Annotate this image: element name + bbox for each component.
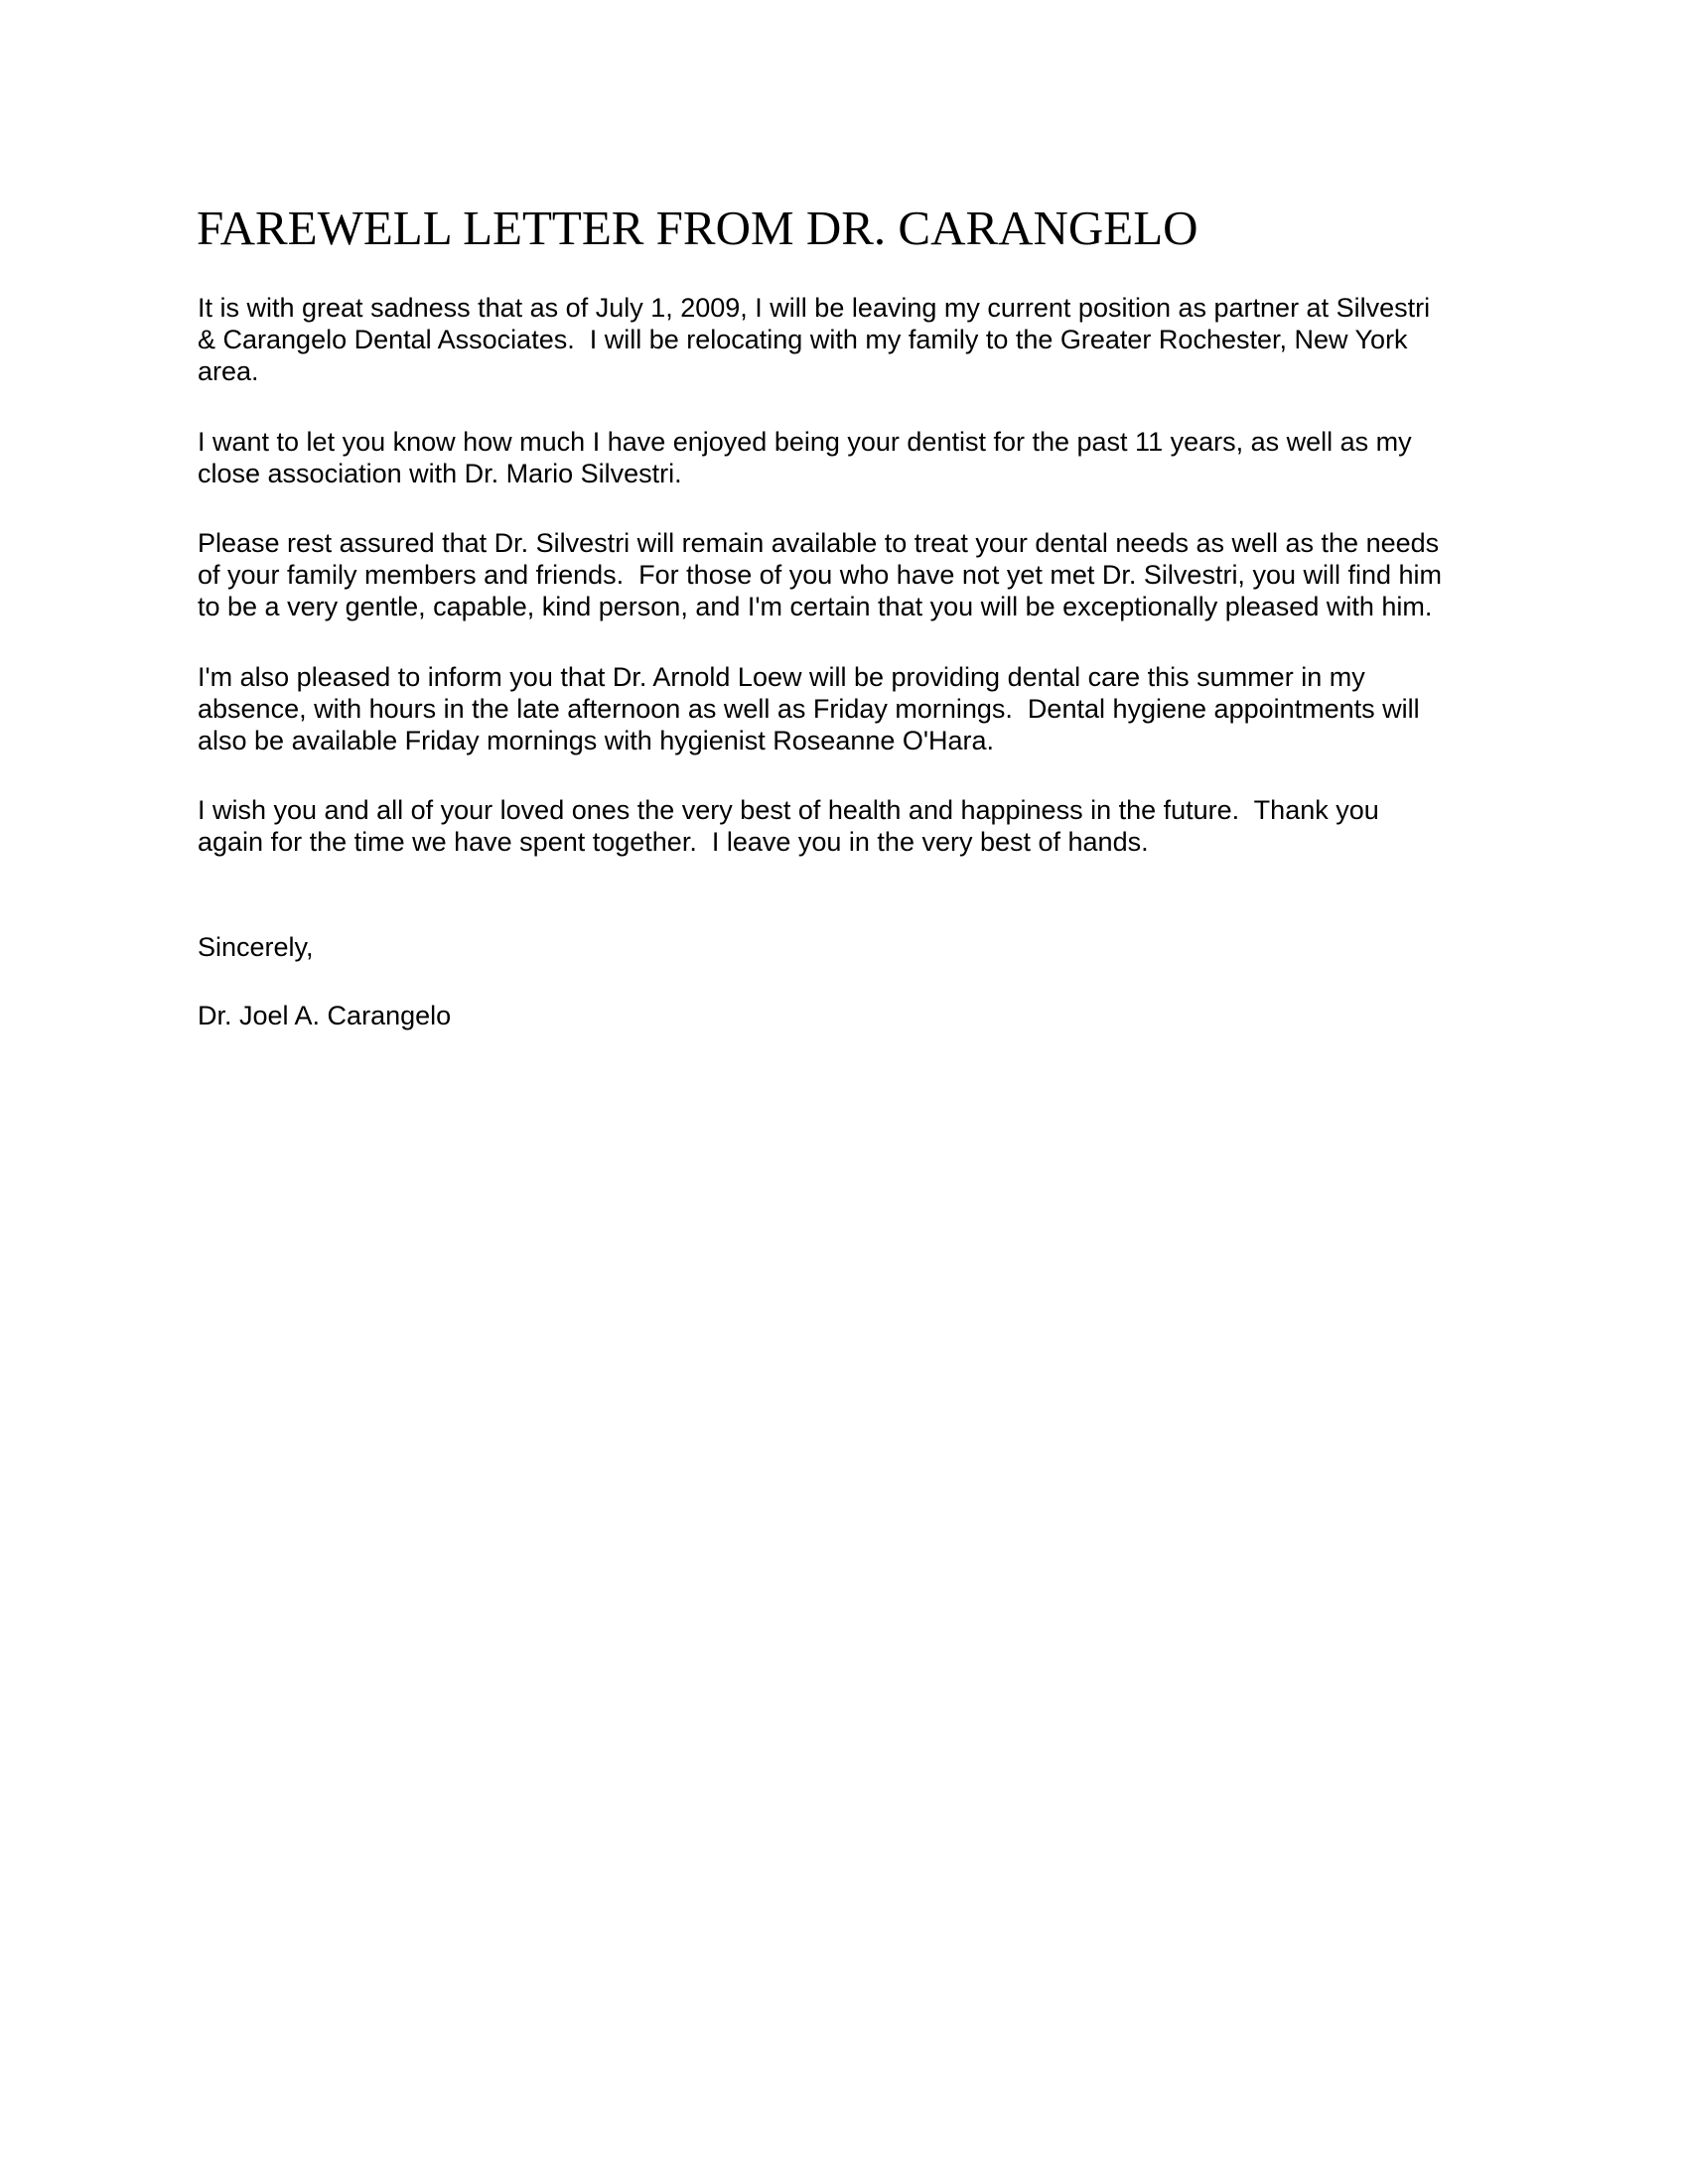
paragraph-line: close association with Dr. Mario Silvestri. bbox=[198, 459, 682, 488]
paragraph-line: of your family members and friends. For those of you who have not yet met Dr. Silvestri, you will find him bbox=[198, 560, 1443, 590]
paragraph-line: I wish you and all of your loved ones the very best of health and happiness in the future. Thank you bbox=[198, 795, 1379, 825]
paragraph-line: I'm also pleased to inform you that Dr. Arnold Loew will be providing dental care this summer in my bbox=[198, 662, 1365, 692]
paragraph-line: & Carangelo Dental Associates. I will be relocating with my family to the Greater Rochester, New York bbox=[198, 325, 1408, 354]
paragraph-line: to be a very gentle, capable, kind person, and I'm certain that you will be exceptionally pleased with him. bbox=[198, 592, 1433, 621]
paragraph-line: again for the time we have spent together. I leave you in the very best of hands. bbox=[198, 827, 1149, 857]
paragraph-line: absence, with hours in the late afternoon as well as Friday mornings. Dental hygiene appointments will bbox=[198, 694, 1420, 724]
paragraph-continuity-of-care bbox=[198, 527, 1518, 622]
letter-closing: Sincerely, bbox=[198, 932, 314, 962]
paragraph-departure-announcement bbox=[198, 292, 1518, 387]
letter-title: FAREWELL LETTER FROM DR. CARANGELO bbox=[197, 201, 1198, 255]
paragraph-summer-coverage bbox=[198, 661, 1518, 756]
paragraph-line: also be available Friday mornings with hygienist Roseanne O'Hara. bbox=[198, 726, 995, 755]
paragraph-line: I want to let you know how much I have enjoyed being your dentist for the past 11 years, as well as my bbox=[198, 427, 1412, 457]
paragraph-appreciation bbox=[198, 426, 1518, 489]
paragraph-line: area. bbox=[198, 356, 259, 386]
paragraph-line: It is with great sadness that as of July 1, 2009, I will be leaving my current position as partner at Silvestri bbox=[198, 293, 1431, 323]
letter-signature: Dr. Joel A. Carangelo bbox=[198, 1001, 452, 1030]
paragraph-well-wishes bbox=[198, 794, 1518, 858]
paragraph-line: Please rest assured that Dr. Silvestri will remain available to treat your dental needs as well as the needs bbox=[198, 528, 1440, 558]
